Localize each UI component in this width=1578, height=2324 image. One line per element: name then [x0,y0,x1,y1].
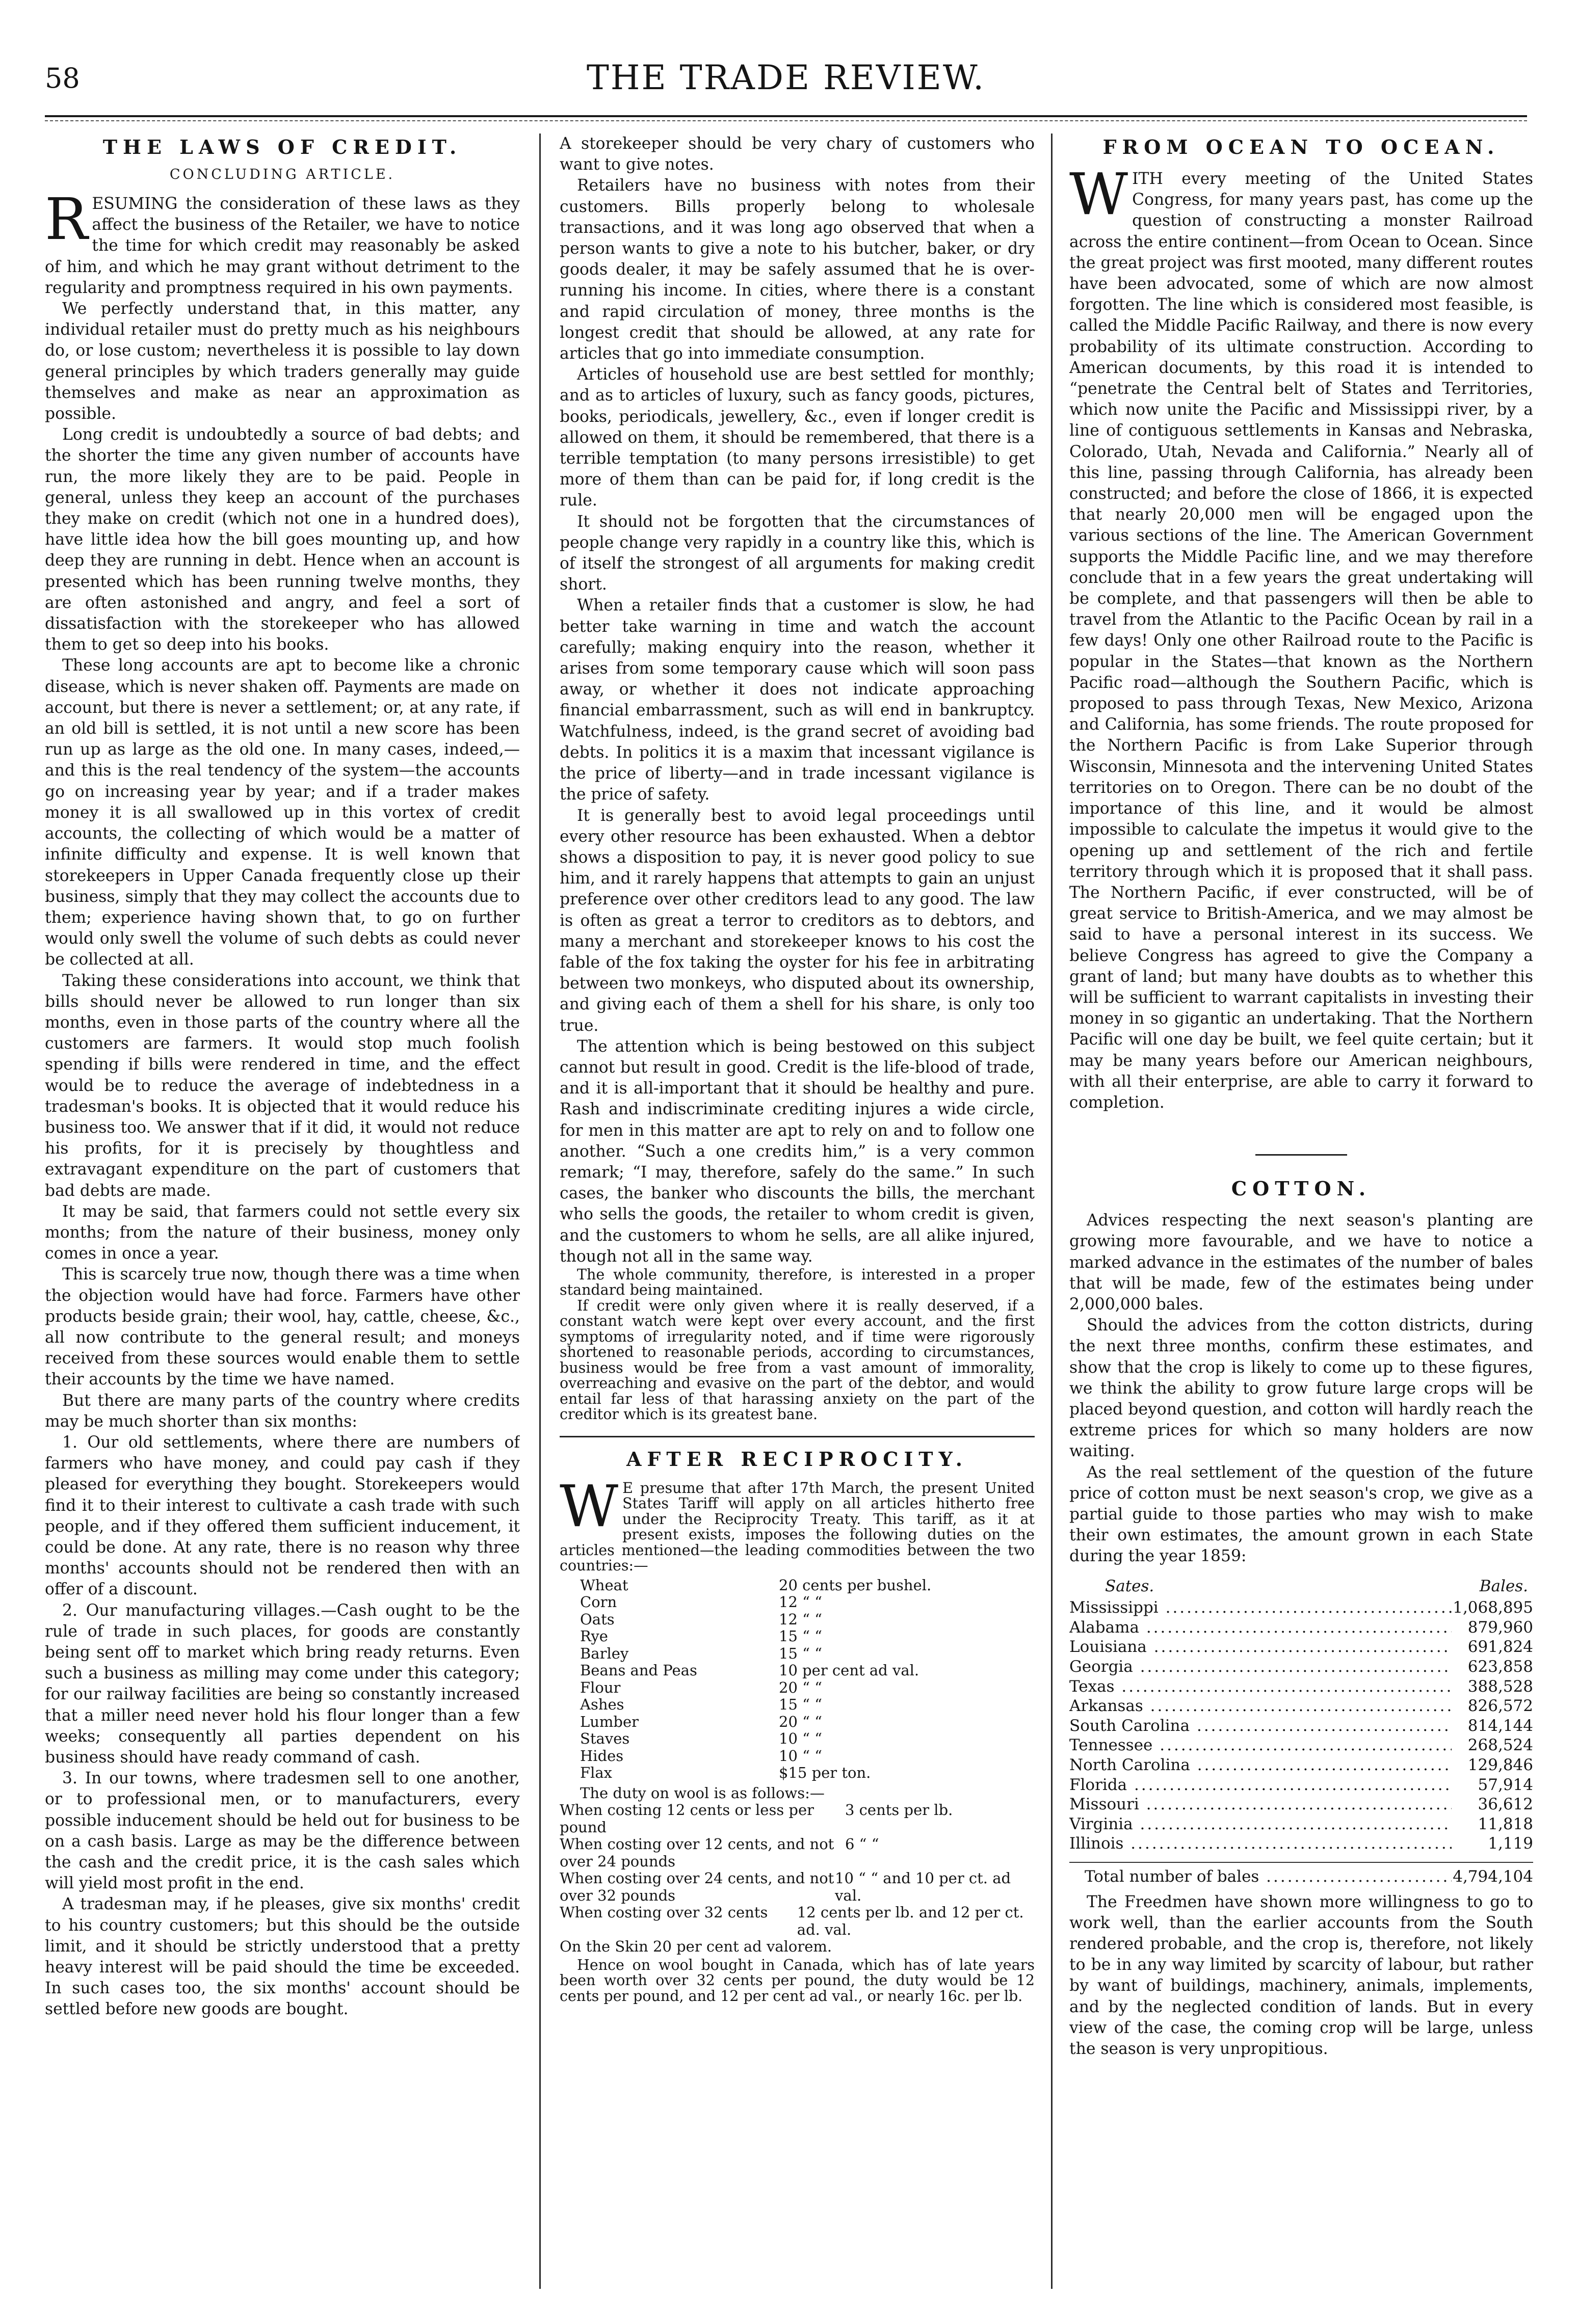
tariff-duty: 12 “ “ [779,1610,822,1628]
wool-condition: When costing over 32 cents [560,1904,768,1921]
article-paragraph: We perfectly understand that, in this matter, any individual retailer must do pretty much as his neighbours do, or lose custom; nevertheless it is possible to lay down general principles by which traders generally may guide themselves and make as near an approximation as possible. [45,300,520,423]
table-row [1069,1834,1533,1854]
tariff-duty: 15 “ “ [779,1696,822,1714]
table-row [1069,1618,1533,1638]
tariff-table [580,1577,1035,1782]
table-cell-state: North Carolina ..... [1069,1755,1452,1775]
tariff-item: Rye [580,1627,608,1645]
table-cell-bales: 826,572 [1467,1697,1533,1716]
table-cell-state: Mississippi ..... [1069,1598,1452,1618]
tariff-row [580,1679,1035,1697]
tariff-item: Corn [580,1593,617,1611]
section-rule [1255,1154,1347,1156]
tariff-duty: $15 per ton. [779,1764,871,1782]
article-paragraph: Taking these considerations into account, we think that bills should never be allowed to run longer than six months, even in those parts of the country where all the customers are farmers. It would stop much foolish spending if bills were rendered in time, and the effect would be to reduce the average of indebtedness in a tradesman's books. It is objected that it would reduce his business too. We answer that if it did, it would not reduce his profits, for it is precisely by thoughtless and extravagant expenditure on the part of customers that bad debts are made. [45,971,520,1200]
tariff-row [580,1714,1035,1731]
article-paragraph: 3. In our towns, where tradesmen sell to one another, or to professional men, or to manufacturers, every possible inducement should be held out for business to be on a cash basis. Large as may be the difference between the cash and the credit price, it is the cash sales which will yield most profit in the end. [45,1769,520,1893]
column-2 [560,133,1035,2289]
table-cell-bales: 36,612 [1478,1795,1533,1814]
table-header-bales: Bales. [1479,1577,1528,1595]
reciprocity-closing [560,1958,1035,2005]
tariff-row [580,1628,1035,1645]
tariff-item: Flax [580,1764,613,1782]
column-divider [1051,133,1053,2289]
article-paragraph: The Freedmen have shown more willingness to go to work well, than the earlier accounts from the South rendered probable, and the crop is, therefore, not likely to be in any way limited by scarcity of labour, but rather by want of buildings, machinery, animals, implements, and by the neglected condition of lands. But in every view of the case, the coming crop will be large, unless the season is very unpropitious. [1069,1892,1533,2058]
tariff-duty: 12 “ “ [779,1593,822,1611]
skin-duty-line: On the Skin 20 per cent ad valorem. [560,1938,832,1956]
page-number: 58 [45,62,80,94]
table-row [1069,1598,1533,1618]
small-print-block [560,1267,1035,1423]
table-cell-bales: 57,914 [1478,1775,1533,1794]
wool-duty: 3 cents per lb. [845,1801,953,1819]
table-cell-state: Missouri ..... [1069,1795,1452,1814]
article-paragraph: As the real settlement of the question of the future price of cotton must be next season's crop, we give as a partial guide to those parties who may wish to make their own estimates, the amount grown in each State during the year 1859: [1069,1463,1533,1566]
article-paragraph: If credit were only given where it is really deserved, if a constant watch were kept over every account, and the first symptoms of irregularity noted, and if time were rigorously shortened to reasonable periods, according to circumstances, business would be free from a vast amount of immorality, overreaching and evasive on the part of the debtor, and would entail far less of that harassing anxiety on the part of the creditor which is its greatest bane. [560,1297,1035,1423]
wool-row [560,1802,1035,1836]
table-header [1069,1577,1533,1598]
article-paragraph: These long accounts are apt to become like a chronic disease, which is never shaken off. Payments are made on account, but there is never a settlement; or, at any rate, if an old bill is settled, it is not until a new score has been run up as large as the old one. In many cases, indeed,—and this is the real tendency of the system—the accounts go on increasing year by year; and if a trader makes money it is all swallowed up in this vortex of credit accounts, the collecting of which would be a matter of infinite difficulty and expense. It is well known that storekeepers in Upper Canada frequently close up their business, simply that they may collect the accounts due to them; experience having shown that, to go on further would only swell the volume of such debts as could never be collected at all. [45,656,520,969]
tariff-item: Wheat [580,1576,628,1594]
table-cell-state: Texas ..... [1069,1677,1452,1697]
table-row [1069,1696,1533,1716]
table-cell-bales: 879,960 [1467,1618,1533,1637]
tariff-duty: 15 “ “ [779,1644,822,1662]
table-cell-state: Arkansas ..... [1069,1696,1452,1716]
wool-duty: 10 “ “ and 10 per ct. ad val. [835,1869,1011,1904]
tariff-duty: 10 “ “ [779,1747,822,1765]
article-paragraph: But there are many parts of the country where credits may be much shorter than six months: [45,1391,520,1431]
table-row [1069,1775,1533,1795]
masthead [45,47,1527,107]
table-cell-state: Illinois ..... [1069,1834,1452,1854]
wool-duty: 12 cents per lb. and 12 per ct. ad. val. [797,1904,1024,1938]
table-row [1069,1716,1533,1736]
table-cell-state: Alabama ..... [1069,1618,1452,1638]
tariff-item: Lumber [580,1713,639,1730]
article-paragraph: Retailers have no business with notes from their customers. Bills properly belong to wholesale transactions, and it was long ago observed that when a person wants to give a note to his butcher, baker, or dry goods dealer, it may be safely assumed that he is over-running his income. In cities, where there is a constant and rapid circulation of money, three months is the longest credit that should be allowed, at any rate for articles that go into immediate consumption. [560,176,1035,363]
tariff-duty: 15 “ “ [779,1627,822,1645]
table-row [1069,1814,1533,1834]
section-rule [560,1436,1035,1437]
tariff-item: Beans and Peas [580,1662,697,1679]
article-paragraph: Hence on wool bought in Canada, which has of late years been worth over 32 cents per pound, the duty would be 12 cents per pound, and 12 per cent ad val., or nearly 16c. per lb. [560,1956,1035,2005]
drop-cap: W [1069,162,1128,228]
tariff-duty: 10 per cent ad val. [779,1662,919,1679]
article-paragraph: Advices respecting the next season's planting are growing more favourable, and we have to notice a marked advance in the estimates of the number of bales that will be made, few of the estimates being under 2,000,000 bales. [1069,1211,1533,1314]
table-row [1069,1677,1533,1697]
article-paragraph: It is generally best to avoid legal proceedings until every other resource has been exhausted. When a debtor shows a disposition to pay, it is never good policy to sue him, and it rarely happens that attempts to gain an unjust preference over other creditors lead to any good. The law is often as great a terror to creditors as to debtors, and many a merchant and storekeeper knows to his cost the fable of the fox taking the oyster for his fee in arbitrating between two monkeys, who disputed about its ownership, and giving each of them a shell for his share, is only too true. [560,806,1035,1035]
article-heading: COTTON. [1231,1177,1372,1200]
article-heading: AFTER RECIPROCITY. [626,1447,968,1471]
table-cell-bales: 1,068,895 [1453,1598,1533,1617]
table-row [1069,1637,1533,1657]
table-cell-bales: 691,824 [1467,1638,1533,1657]
paragraph-text: ESUMING the consideration of these laws as they affect the business of the Retailer, we have to notice the time for which credit may reasonably be asked of him, and which he may grant without detriment to the regularity and promptness required in his own payments. [45,195,520,297]
table-header-state: Sates. [1105,1577,1154,1595]
cotton-bales-table [1069,1577,1533,1887]
table-row [1069,1795,1533,1814]
table-cell-bales: 623,858 [1467,1657,1533,1676]
tariff-item: Ashes [580,1696,624,1714]
table-cell-bales: 814,144 [1467,1716,1533,1735]
wool-duty-table [560,1785,1035,1956]
table-row [1069,1657,1533,1677]
column-divider [539,133,541,2289]
article-heading: THE LAWS OF CREDIT. [102,136,462,158]
wool-row [560,1836,1035,1870]
table-cell-bales: 129,846 [1467,1755,1533,1774]
wool-row [560,1870,1035,1904]
tariff-duty: 10 “ “ [779,1730,822,1748]
article-paragraph: This is scarcely true now, though there was a time when the objection would have had force. Farmers have other products beside grain; their wool, hay, cattle, cheese, &c., all now contribute to the general result; and moneys received from these sources would enable them to settle their accounts by the time we have named. [45,1265,520,1389]
tariff-duty: 20 cents per bushel. [779,1576,932,1594]
article-subheading: CONCLUDING ARTICLE. [169,167,396,182]
table-cell-state: Florida ..... [1069,1775,1452,1795]
table-cell-state: Virginia ..... [1069,1814,1452,1834]
paper-title: THE TRADE REVIEW. [586,58,986,97]
article-paragraph: It should not be forgotten that the circumstances of people change very rapidly in a country like this, which is of itself the strongest of all arguments for making credit short. [560,512,1035,594]
tariff-row [580,1611,1035,1628]
masthead-rule-dashed [45,120,1527,121]
tariff-row [580,1577,1035,1594]
article-paragraph: Should the advices from the cotton districts, during the next three months, confirm these estimates, and show that the crop is likely to come up to these figures, we think the ability to grow future large crops will be placed beyond question, and cotton will hardly reach the extreme prices for which so many holders are now waiting. [1069,1316,1533,1461]
wool-duty: 6 “ “ [845,1835,879,1853]
masthead-rule [45,115,1527,117]
column-1 [45,133,520,2289]
article-paragraph: 2. Our manufacturing villages.—Cash ought to be the rule of trade in such places, for goods are constantly being sent off to market which bring ready returns. Even such a business as milling may come under this category; for our railway facilities are being so constantly increased that a miller need never hold his flour longer than a few weeks; consequently all parties dependent on his business should have ready command of cash. [45,1601,520,1767]
tariff-row [580,1765,1035,1782]
wool-condition: When costing 12 cents or less per pound [560,1801,814,1836]
article-paragraph [1069,162,1533,1113]
table-cell-state: Louisiana ..... [1069,1637,1452,1657]
table-row [1069,1735,1533,1755]
total-label: Total number of bales ..... [1069,1867,1452,1887]
reciprocity-body [560,1473,1035,1574]
wool-intro: The duty on wool is as follows:— [580,1784,825,1802]
table-cell-state: Tennessee ..... [1069,1735,1452,1755]
article-paragraph: Articles of household use are best settled for monthly; and as to articles of luxury, such as fancy goods, pictures, books, periodicals, jewellery, &c., even if longer credit is allowed on them, it should be remembered, that there is a terrible temptation (to many persons irresistible) to get more of them than can be paid for, if long credit is the rule. [560,365,1035,510]
tariff-row [580,1730,1035,1748]
drop-cap: W [560,1473,619,1540]
table-cell-state: Georgia ..... [1069,1657,1452,1677]
wool-row [560,1904,1035,1938]
article-heading: FROM OCEAN TO OCEAN. [1102,136,1500,158]
article-paragraph [45,186,520,299]
table-cell-state: South Carolina ..... [1069,1716,1452,1736]
tariff-item: Flour [580,1678,621,1696]
wool-condition: When costing over 24 cents, and not over 32 pounds [560,1869,834,1904]
article-paragraph [560,1473,1035,1574]
tariff-row [580,1662,1035,1679]
table-total-row [1069,1862,1533,1887]
tariff-row [580,1594,1035,1611]
article-paragraph: 1. Our old settlements, where there are numbers of farmers who have money, and could pay cash if they pleased for everything they bought. Storekeepers would find it to their interest to cultivate a cash trade with such people, and if they offered them sufficient inducement, it could be done. At any rate, there is no reason why three months' accounts should not be rendered then with an offer of a discount. [45,1433,520,1599]
article-paragraph: It may be said, that farmers could not settle every six months; from the nature of their business, money only comes in once a year. [45,1202,520,1263]
column-3 [1069,133,1533,2289]
tariff-item: Barley [580,1644,629,1662]
article-paragraph: The whole community, therefore, is interested in a proper standard being maintained. [560,1266,1035,1299]
paragraph-text: ITH every meeting of the United States Congress, for many years past, has come up the question of constructing a monster Railroad across the entire continent—from Ocean to Ocean. Since the great project was first mooted, many different routes have been advocated, some of which are now almost forgotten. The line which is considered most feasible, is called the Middle Pacific Railway, and there is now every probability of its ultimate construction. According to American documents, by this road it is intended to “penetrate the Central belt of States and Territories, which now unite the Pacific and Mississippi river, by a line of contiguous settlements in Kansas and Nebraska, Colorado, Utah, Nevada and California.” Nearly all of this line, passing through California, has already been constructed; and before the close of 1866, it is expected that nearly 20,000 men will be engaged upon the various sections of the line. The American Government supports the Middle Pacific line, and we may therefore conclude that in a few years the great undertaking will be complete, and that passengers will then be able to travel from the Atlantic to the Pacific Ocean by rail in a few days! Only one other Railroad route to the Pacific is popular in the States—that known as the Northern Pacific road—although the Southern Pacific, which is proposed to pass through Texas, New Mexico, Arizona and California, has some friends. The route proposed for the Northern Pacific is from Lake Superior through Wisconsin, Minnesota and the intervening United States territories on to Oregon. There can be no doubt of the importance of this line, and it would be almost impossible to calculate the impetus it would give to the opening up and settlement of the rich and fertile territory through which it is proposed that it shall pass. The Northern Pacific, if ever constructed, will be of great service to British-America, and we may almost be said to have a personal interest in its success. We believe Congress has agreed to give the Company a grant of land; but many have doubts as to whether this will be sufficient to warrant capitalists in investing their money in so gigantic an undertaking. That the Northern Pacific will one day be built, we feel quite certain; but it may be many years before our American neighbours, with all their enterprise, are able to carry it forward to completion. [1069,170,1533,1112]
wool-condition: When costing over 12 cents, and not over 24 pounds [560,1835,834,1870]
table-cell-bales: 268,524 [1467,1736,1533,1755]
tariff-item: Hides [580,1747,624,1765]
article-paragraph: A tradesman may, if he pleases, give six months' credit to his country customers; but this should be the outside limit, and it should be strictly understood that a pretty heavy interest will be paid should the time be exceeded. In such cases too, the six months' account should be settled before new goods are bought. [45,1895,520,2019]
table-cell-bales: 11,818 [1478,1814,1533,1833]
tariff-row [580,1645,1035,1663]
article-paragraph: A storekeeper should be very chary of customers who want to give notes. [560,135,1035,174]
article-paragraph: The attention which is being bestowed on this subject cannot but result in good. Credit is the life-blood of trade, and it is all-important that it should be healthy and pure. Rash and indiscriminate crediting injures a wide circle, for men in this matter are apt to rely on and to follow one another. “Such a one credits him,” is a very common remark; “I may, therefore, safely do the same.” In such cases, the banker who discounts the bills, the merchant who sells the goods, the retailer to whom credit is given, and the customers to whom he sells, are all alike injured, though not all in the same way. [560,1037,1035,1266]
total-value: 4,794,104 [1453,1867,1533,1886]
tariff-row [580,1696,1035,1714]
tariff-item: Staves [580,1730,630,1748]
table-cell-bales: 1,119 [1488,1834,1533,1853]
article-paragraph: Long credit is undoubtedly a source of bad debts; and the shorter the time any given number of accounts have run, the more likely they are to be paid. People in general, unless they keep an account of the purchases they make on credit (which not one in a hundred does), have little idea how the bill goes mounting up, and how deep they are running in debt. Hence when an account is presented which has been running twelve months, they are often astonished and angry, and feel a sort of dissatisfaction with the storekeeper who has allowed them to get so deep into his books. [45,425,520,654]
tariff-item: Oats [580,1610,615,1628]
table-cell-bales: 388,528 [1467,1677,1533,1696]
table-row [1069,1755,1533,1775]
drop-cap: R [45,186,88,253]
tariff-row [580,1748,1035,1765]
article-paragraph: When a retailer finds that a customer is slow, he had better take warning in time and watch the account carefully; making enquiry into the reason, whether it arises from some temporary cause which will soon pass away, or whether it does not indicate approaching financial embarrassment, such as will end in bankruptcy. Watchfulness, indeed, is the grand secret of avoiding bad debts. In politics it is a maxim that incessant vigilance is the price of liberty—and in trade incessant vigilance is the price of safety. [560,596,1035,804]
paragraph-text: E presume that after 17th March, the present United States Tariff will apply on all articles hitherto free under the Reciprocity Treaty. This tariff, as it at present exists, imposes the following duties on the articles mentioned—the leading commodities between the two countries:— [560,1479,1035,1574]
tariff-duty: 20 “ “ [779,1678,822,1696]
tariff-duty: 20 “ “ [779,1713,822,1730]
